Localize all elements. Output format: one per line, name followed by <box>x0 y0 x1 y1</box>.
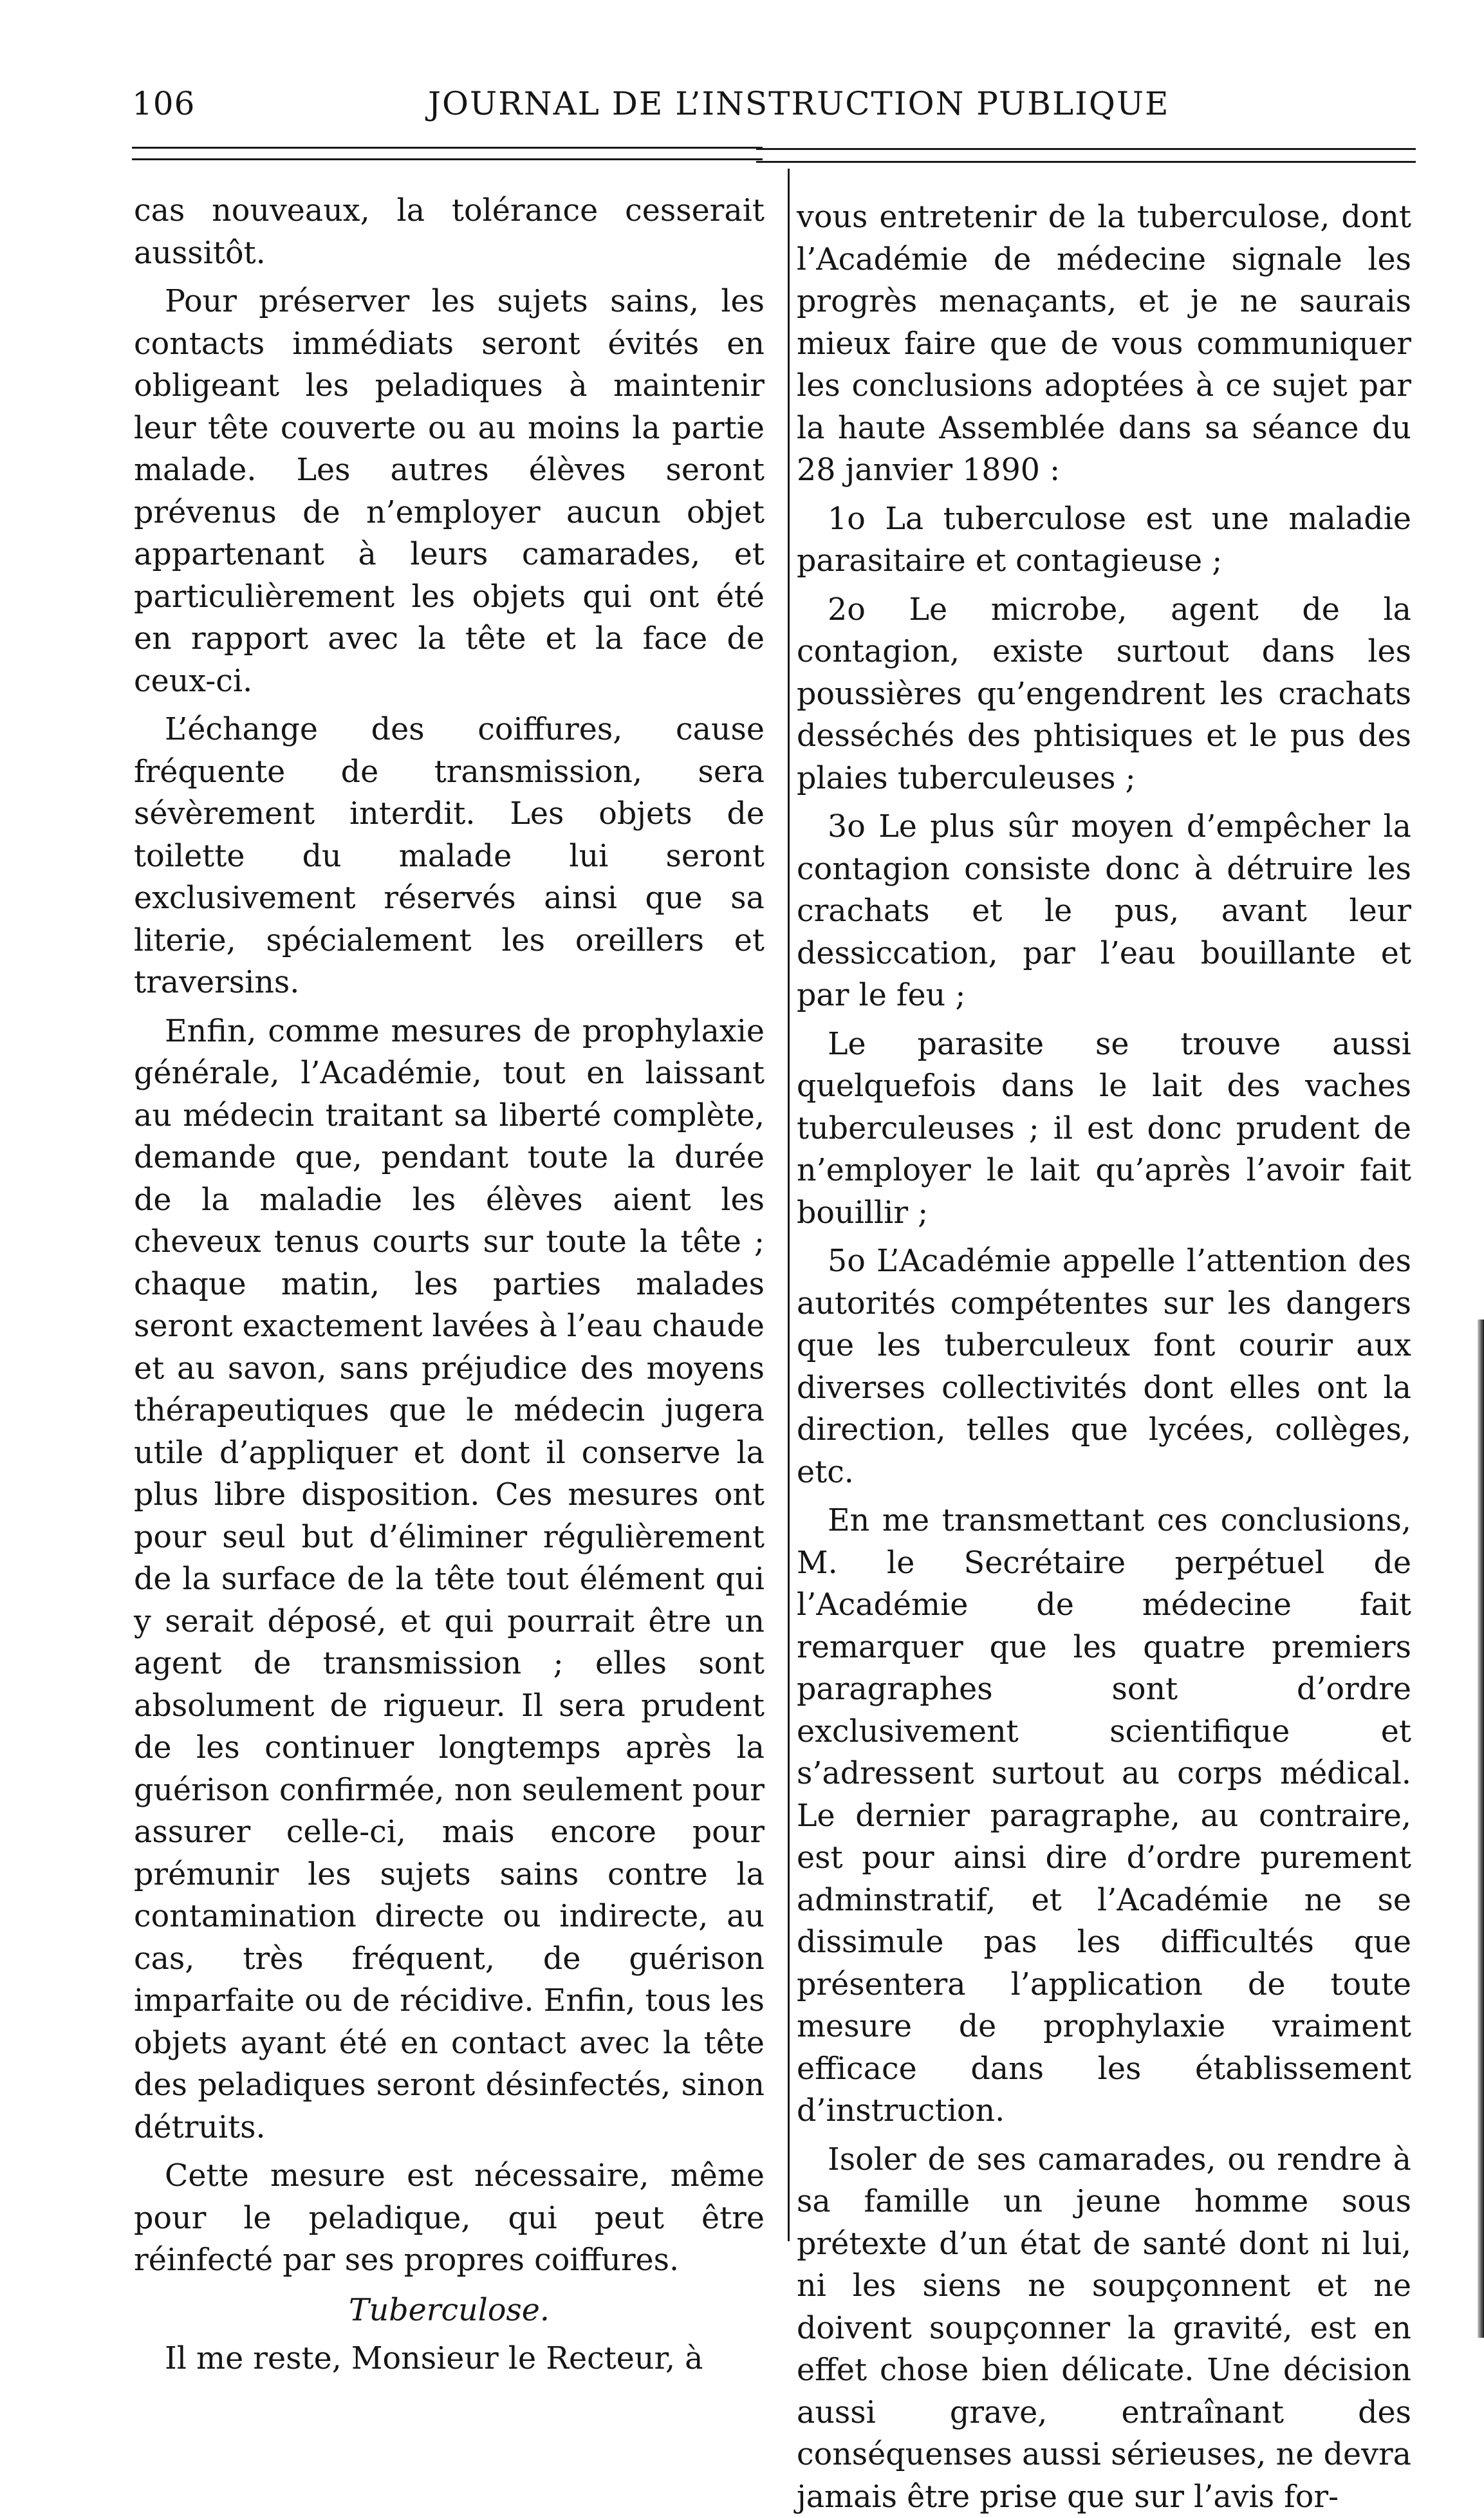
left-column <box>134 190 765 2380</box>
right-paragraph-5: Le parasite se trouve aussi quelquefois dans le lait des vaches tuberculeuses ; il est donc prudent de n’employer le lait qu’après l’avoir fait bouillir ; <box>797 1023 1411 1235</box>
left-paragraph-2: Pour préserver les sujets sains, les contacts immédiats seront évités en obligeant les peladiques à maintenir leur tête couverte ou au moins la partie malade. Les autres élèves seront prévenus de n’employer aucun objet appartenant à leurs camarades, et particulièrement les objets qui ont été en rapport avec la tête et la face de ceux-ci. <box>134 281 765 702</box>
header-rule-right-bottom <box>756 161 1416 163</box>
right-paragraph-7: En me transmettant ces conclusions, M. le Secrétaire perpétuel de l’Académie de médecine fait remarquer que les quatre premiers paragraphes sont d’ordre exclusivement scientifique et s’adressent surtout au corps médical. Le dernier paragraphe, au contraire, est pour ainsi dire d’ordre purement adminstratif, et l’Académie ne se dissimule pas les difficultés que présentera l’application de toute mesure de prophylaxie vraiment efficace dans les établissement d’instruction. <box>797 1500 1411 2132</box>
page-edge-shadow <box>1478 1320 1484 2338</box>
header-rule-left-bottom <box>132 158 763 160</box>
right-paragraph-2: 1o La tuberculose est une maladie parasitaire et contagieuse ; <box>797 498 1411 583</box>
right-paragraph-8: Isoler de ses camarades, ou rendre à sa famille un jeune homme sous prétexte d’un état de santé dont ni lui, ni les siens ne soupçonnent et ne doivent soupçonner la gravité, est en effet chose bien délicate. Une décision aussi grave, entraînant des conséquenses aussi sérieuses, ne devra jamais être prise que sur l’avis for- <box>797 2139 1411 2518</box>
right-paragraph-3: 2o Le microbe, agent de la contagion, existe surtout dans les poussières qu’engendrent les crachats desséchés des phtisiques et le pus des plaies tuberculeuses ; <box>797 589 1411 800</box>
left-paragraph-closing: Il me reste, Monsieur le Recteur, à <box>134 2338 765 2380</box>
right-column <box>797 196 1411 2518</box>
right-paragraph-4: 3o Le plus sûr moyen d’empêcher la contagion consiste donc à détruire les crachats et le pus, avant leur dessiccation, par l’eau bouillante et par le feu ; <box>797 806 1411 1017</box>
header-rule-left-top <box>132 147 763 149</box>
left-paragraph-5: Cette mesure est nécessaire, même pour le peladique, qui peut être réinfecté par ses propres coiffures. <box>134 2155 765 2282</box>
left-paragraph-3: L’échange des coiffures, cause fréquente de transmission, sera sévèrement interdit. Les objets de toilette du malade lui seront exclusivement réservés ainsi que sa literie, spécialement les oreillers et traversins. <box>134 709 765 1004</box>
column-divider <box>788 169 790 2241</box>
header-rule-right-top <box>756 148 1416 150</box>
page-number: 106 <box>132 85 195 122</box>
left-paragraph-4: Enfin, comme mesures de prophylaxie générale, l’Académie, tout en laissant au médecin traitant sa liberté complète, demande que, pendant toute la durée de la maladie les élèves aient les cheveux tenus courts sur toute la tête ; chaque matin, les parties malades seront exactement lavées à l’eau chaude et au savon, sans préjudice des moyens thérapeutiques que le médecin jugera utile d’appliquer et dont il conserve la plus libre disposition. Ces mesures ont pour seul but d’éliminer régulièrement de la surface de la tête tout élément qui y serait déposé, et qui pourrait être un agent de transmission ; elles sont absolument de rigueur. Il sera prudent de les continuer longtemps après la guérison confirmée, non seulement pour assurer celle-ci, mais encore pour prémunir les sujets sains contre la contamination directe ou indirecte, au cas, très fréquent, de guérison imparfaite ou de récidive. Enfin, tous les objets ayant été en contact avec la tête des peladiques seront désinfectés, sinon détruits. <box>134 1011 765 2149</box>
page-header <box>132 76 1416 134</box>
left-paragraph-1: cas nouveaux, la tolérance cesserait aussitôt. <box>134 190 765 274</box>
section-heading-tuberculose: Tuberculose. <box>134 2290 765 2332</box>
running-title: JOURNAL DE L’INSTRUCTION PUBLIQUE <box>428 85 1169 122</box>
right-paragraph-1: vous entretenir de la tuberculose, dont l’Académie de médecine signale les progrès menaçants, et je ne saurais mieux faire que de vous communiquer les conclusions adoptées à ce sujet par la haute Assemblée dans sa séance du 28 janvier 1890 : <box>797 196 1411 492</box>
right-paragraph-6: 5o L’Académie appelle l’attention des autorités compétentes sur les dangers que les tuberculeux font courir aux diverses collectivités dont elles ont la direction, telles que lycées, collèges, etc. <box>797 1240 1411 1493</box>
